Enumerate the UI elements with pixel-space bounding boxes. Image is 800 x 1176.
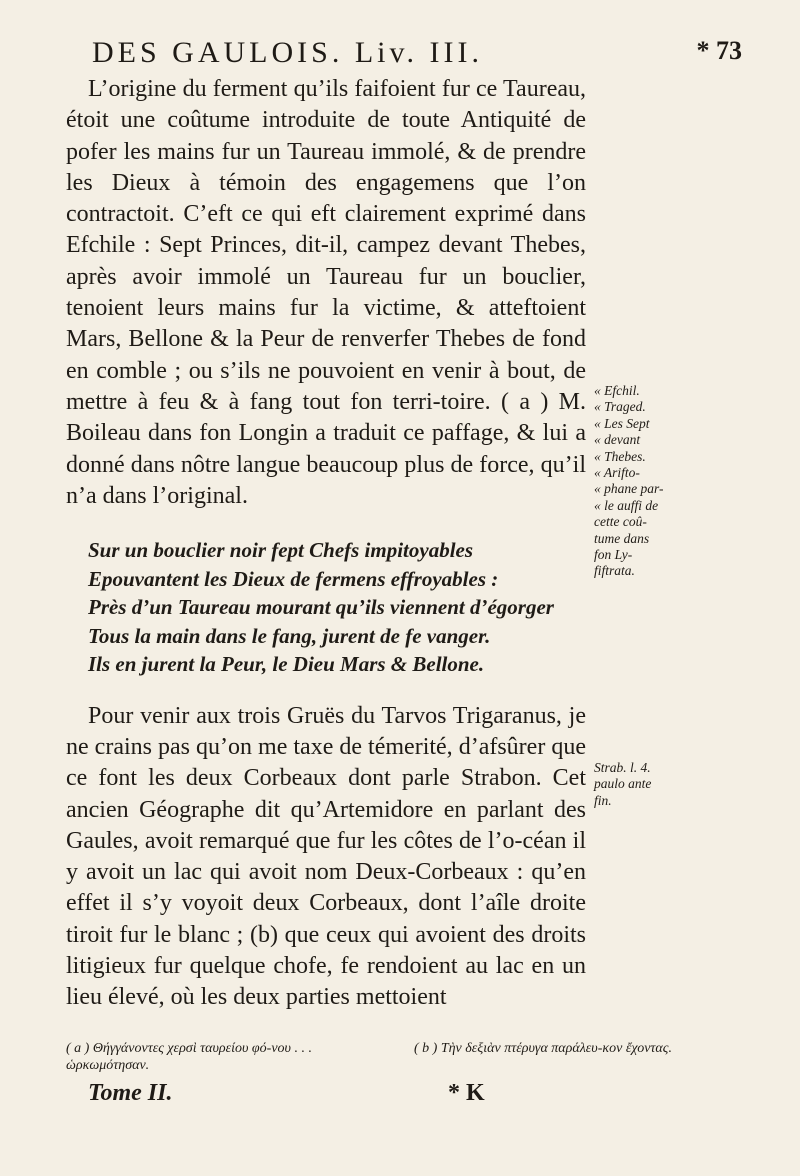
verse-line: Près d’un Taureau mourant qu’ils viennent d’égorger	[88, 595, 554, 620]
verse-quotation	[88, 536, 586, 679]
margin-line: paulo ante	[594, 776, 652, 792]
paragraph-2: Pour venir aux trois Gruës du Tarvos Trigaranus, je ne crains pas qu’on me taxe de témerité, d’afsûrer que ce font les deux Corbeaux dont parle Strabon. Cet ancien Géographe dit qu’Artemidore en parlant des Gaules, avoit remarqué que fur les côtes de l’o-céan il y avoit un lac qui avoit nom Deux-Corbeaux : qu’en effet il s’y voyoit deux Corbeaux, dont l’aîle droite tiroit fur le blanc ; (b) que ceux qui avoient des droits litigieux fur quelque chofe, fe rendoient au lac en un lieu élevé, où les deux parties mettoient	[66, 702, 586, 1011]
paragraph-1: L’origine du ferment qu’ils faifoient fur ce Taureau, étoit une coûtume introduite de toute Antiquité de pofer les mains fur un Taureau immolé, & de prendre les Dieux à témoin des engagemens que l’on contractoit. C’eft ce qui eft clairement exprimé dans Efchile : Sept Princes, dit-il, campez devant Thebes, après avoir immolé un Taureau fur un bouclier, tenoient leurs mains fur la victime, & atteftoient Mars, Bellone & la Peur de renverfer Thebes de fond en comble ; ou s’ils ne pouvoient en venir à bout, de mettre à feu & à fang tout fon terri-toire. ( a ) M. Boileau dans fon Longin a traduit ce paffage, & lui a donné dans nôtre langue beaucoup plus de force, qu’il n’a dans l’original.	[66, 76, 586, 509]
margin-line: « phane par-	[594, 481, 664, 497]
verse-line: Sur un bouclier noir fept Chefs impitoyables	[88, 538, 474, 563]
verse-line: Tous la main dans le fang, jurent de fe vanger.	[88, 623, 491, 648]
margin-line: cette coû-	[594, 514, 647, 530]
margin-line: fiftrata.	[594, 563, 635, 579]
margin-line: « Arifto-	[594, 465, 640, 481]
margin-line: Strab. l. 4.	[594, 760, 651, 775]
margin-line: tume dans	[594, 530, 650, 546]
footnote-b: ( b ) Τὴν δεξιὰν πτέρυγα παράλευ-κον ἔχοντας.	[414, 1041, 672, 1056]
margin-line: « Traged.	[594, 399, 646, 415]
footnote-a: ( a ) Θήγγάνοντες χερσὶ ταυρείου φό-νου . . . ὡρκωμότησαν.	[66, 1041, 312, 1073]
margin-line: « devant	[594, 432, 641, 448]
margin-line: « Thebes.	[594, 448, 646, 464]
margin-note-strabon	[594, 760, 694, 809]
margin-line: « Les Sept	[594, 415, 650, 431]
verse-line: Ils en jurent la Peur, le Dieu Mars & Bellone.	[88, 652, 485, 677]
running-title: DES GAULOIS. Liv. III.	[92, 36, 484, 69]
margin-line: « le auffi de	[594, 497, 659, 513]
page-number: * 73	[696, 36, 742, 65]
running-header	[92, 34, 742, 74]
margin-note-eschyle	[594, 383, 694, 580]
verse-line: Epouvantent les Dieux de fermens effroyables :	[88, 566, 499, 591]
signature-mark: * K	[448, 1080, 485, 1106]
margin-line: « Efchil.	[594, 383, 640, 398]
main-text	[66, 74, 586, 1014]
tome-label: Tome II.	[88, 1080, 173, 1106]
margin-line: fin.	[594, 792, 612, 808]
margin-line: fon Ly-	[594, 547, 633, 563]
